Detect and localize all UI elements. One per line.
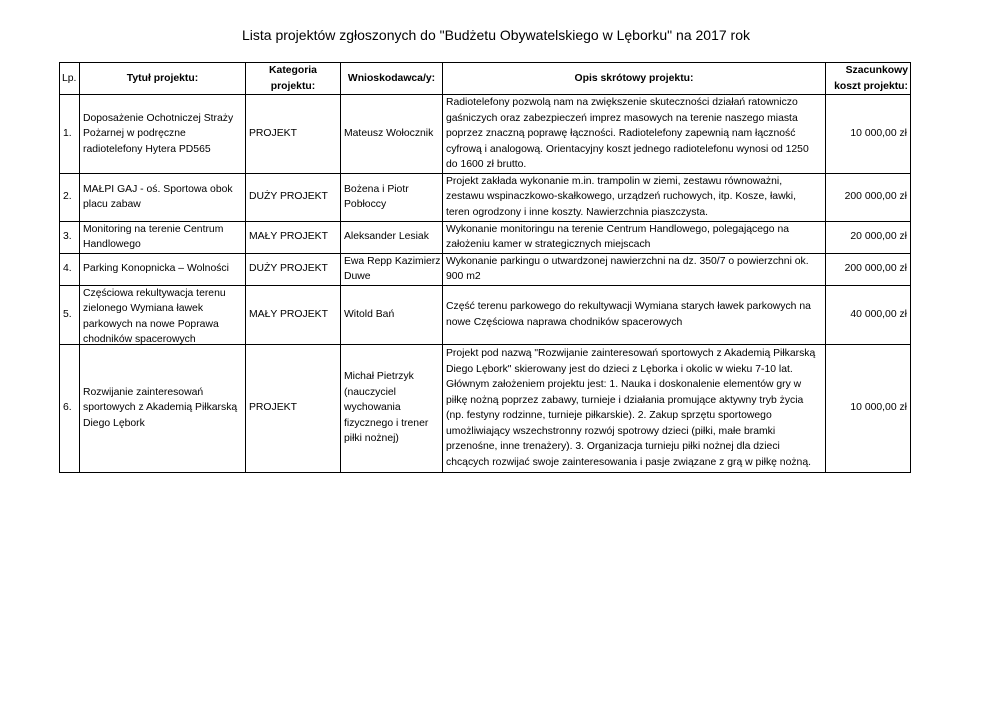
row-category: DUŻY PROJEKT bbox=[246, 253, 341, 285]
row-lp: 5. bbox=[60, 285, 80, 344]
header-cost: Szacunkowy koszt projektu: bbox=[826, 63, 911, 95]
row-applicant: Ewa Repp Kazimierz Duwe bbox=[341, 253, 443, 285]
header-description: Opis skrótowy projektu: bbox=[443, 63, 826, 95]
row-description: Wykonanie parkingu o utwardzonej nawierzchni na dz. 350/7 o powierzchni ok. 900 m2 bbox=[443, 253, 826, 285]
row-title: Parking Konopnicka – Wolności bbox=[80, 253, 246, 285]
table-row bbox=[60, 95, 911, 174]
row-title: Doposażenie Ochotniczej Straży Pożarnej w podręczne radiotelefony Hytera PD565 bbox=[80, 95, 246, 174]
row-title: MAŁPI GAJ - oś. Sportowa obok placu zabaw bbox=[80, 173, 246, 221]
row-description: Projekt pod nazwą "Rozwijanie zainteresowań sportowych z Akademią Piłkarską Diego Lębork" skierowany jest do dzieci z Lęborka i okolic w wieku 7-10 lat. Głównym założeniem projektu jest: 1. Nauka i doskonalenie elementów gry w piłkę nożną poprzez zabawy, turnieje i działania promujące aktywny tryb życia (np. festyny rodzinne, turnieje piłkarskie). 2. Zakup sprzętu sportowego umożliwiający wszechstronny rozwój spotrowy dzieci (piłki, małe bramki przenośne, inne trenażery). 3. Organizacja turnieju piłki nożnej dla dzieci chcących rozwijać swoje zainteresowania i pasje związane z grą w piłkę nożną. bbox=[443, 344, 826, 472]
header-title: Tytuł projektu: bbox=[80, 63, 246, 95]
row-lp: 6. bbox=[60, 344, 80, 472]
row-title: Częściowa rekultywacja terenu zielonego Wymiana ławek parkowych na nowe Poprawa chodników spacerowych bbox=[80, 285, 246, 344]
table-row bbox=[60, 285, 911, 344]
row-cost: 40 000,00 zł bbox=[826, 285, 911, 344]
row-title: Monitoring na terenie Centrum Handlowego bbox=[80, 221, 246, 253]
row-category: PROJEKT bbox=[246, 95, 341, 174]
table-row bbox=[60, 253, 911, 285]
row-title: Rozwijanie zainteresowań sportowych z Akademią Piłkarską Diego Lębork bbox=[80, 344, 246, 472]
row-cost: 200 000,00 zł bbox=[826, 253, 911, 285]
row-category: MAŁY PROJEKT bbox=[246, 285, 341, 344]
table-row bbox=[60, 221, 911, 253]
row-category: DUŻY PROJEKT bbox=[246, 173, 341, 221]
header-category: Kategoria projektu: bbox=[246, 63, 341, 95]
row-description: Wykonanie monitoringu na terenie Centrum Handlowego, polegającego na założeniu kamer w strategicznych miejscach bbox=[443, 221, 826, 253]
row-cost: 10 000,00 zł bbox=[826, 344, 911, 472]
table-row bbox=[60, 173, 911, 221]
row-description: Część terenu parkowego do rekultywacji Wymiana starych ławek parkowych na nowe Częściowa naprawa chodników spacerowych bbox=[443, 285, 826, 344]
row-lp: 3. bbox=[60, 221, 80, 253]
row-lp: 2. bbox=[60, 173, 80, 221]
header-row bbox=[60, 63, 911, 95]
row-cost: 20 000,00 zł bbox=[826, 221, 911, 253]
row-cost: 10 000,00 zł bbox=[826, 95, 911, 174]
row-cost: 200 000,00 zł bbox=[826, 173, 911, 221]
header-applicant: Wnioskodawca/y: bbox=[341, 63, 443, 95]
row-category: MAŁY PROJEKT bbox=[246, 221, 341, 253]
row-applicant: Michał Pietrzyk (nauczyciel wychowania fizycznego i trener piłki nożnej) bbox=[341, 344, 443, 472]
header-lp: Lp. bbox=[60, 63, 80, 95]
row-lp: 4. bbox=[60, 253, 80, 285]
row-applicant: Witold Bań bbox=[341, 285, 443, 344]
row-lp: 1. bbox=[60, 95, 80, 174]
row-applicant: Aleksander Lesiak bbox=[341, 221, 443, 253]
page-title: Lista projektów zgłoszonych do "Budżetu Obywatelskiego w Lęborku" na 2017 rok bbox=[241, 27, 750, 43]
projects-table bbox=[59, 62, 911, 473]
row-description: Radiotelefony pozwolą nam na zwiększenie skuteczności działań ratowniczo gaśniczych oraz zabezpieczeń imprez masowych na terenie naszego miasta poprzez znaczną poprawę łączności. Radiotelefony zapewnią nam łączność cyfrową i analogową. Orientacyjny koszt jednego radiotelefonu wynosi od 1250 do 1600 zł brutto. bbox=[443, 95, 826, 174]
row-applicant: Bożena i Piotr Pobłoccy bbox=[341, 173, 443, 221]
row-description: Projekt zakłada wykonanie m.in. trampolin w ziemi, zestawu równoważni, zestawu wspinaczkowo-skałkowego, urządzeń ruchowych, itp. Kosze, ławki, teren ogrodzony i inne koszty. Nawierzchnia piaszczysta. bbox=[443, 173, 826, 221]
row-applicant: Mateusz Wołocznik bbox=[341, 95, 443, 174]
row-category: PROJEKT bbox=[246, 344, 341, 472]
table-row bbox=[60, 344, 911, 472]
